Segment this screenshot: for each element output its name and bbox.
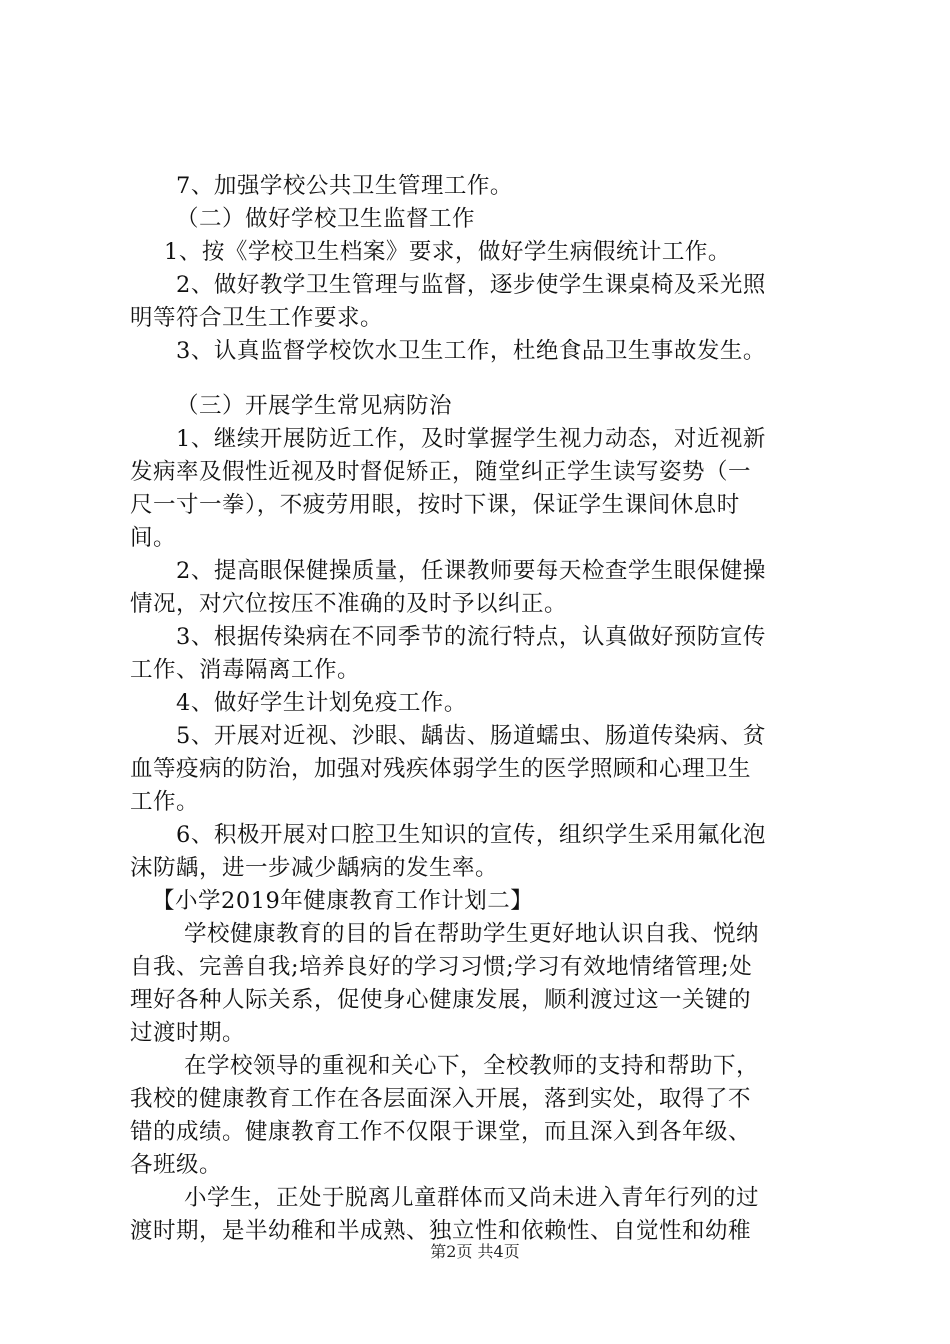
paragraph-line: 我校的健康教育工作在各层面深入开展，落到实处，取得了不 [130,1086,752,1112]
paragraph-line: 3、根据传染病在不同季节的流行特点，认真做好预防宣传 [176,624,766,650]
paragraph-line: 自我、完善自我;培养良好的学习习惯;学习有效地情绪管理;处 [130,954,753,980]
section-heading: 【小学2019年健康教育工作计划二】 [152,888,534,914]
paragraph-line: 7、加强学校公共卫生管理工作。 [176,173,513,199]
paragraph-line: 学校健康教育的目的旨在帮助学生更好地认识自我、悦纳 [184,921,760,947]
paragraph-line: 错的成绩。健康教育工作不仅限于课堂，而且深入到各年级、 [130,1119,752,1145]
paragraph-line: 血等疫病的防治，加强对残疾体弱学生的医学照顾和心理卫生 [130,756,752,782]
paragraph-line: 工作、消毒隔离工作。 [130,657,361,683]
paragraph-line: 1、按《学校卫生档案》要求，做好学生病假统计工作。 [164,239,731,265]
paragraph-line: 2、提高眼保健操质量，任课教师要每天检查学生眼保健操 [176,558,766,584]
paragraph-line: 发病率及假性近视及时督促矫正，随堂纠正学生读写姿势（一 [130,459,752,485]
paragraph-line: 各班级。 [130,1152,223,1178]
paragraph-line: 1、继续开展防近工作，及时掌握学生视力动态，对近视新 [176,426,766,452]
paragraph-spacer [130,368,830,390]
section-heading: （三）开展学生常见病防治 [176,393,453,419]
paragraph-line: 小学生，正处于脱离儿童群体而又尚未进入青年行列的过 [184,1185,760,1211]
page-number-footer: 第2页 共4页 [430,1242,520,1261]
paragraph-line: 工作。 [130,789,200,815]
paragraph-line: 3、认真监督学校饮水卫生工作，杜绝食品卫生事故发生。 [176,338,766,364]
document-body [130,170,830,1248]
paragraph-line: 4、做好学生计划免疫工作。 [176,690,467,716]
paragraph-line: 理好各种人际关系，促使身心健康发展，顺利渡过这一关键的 [130,987,752,1013]
paragraph-line: 间。 [130,525,177,551]
paragraph-line: 过渡时期。 [130,1020,246,1046]
paragraph-line: 明等符合卫生工作要求。 [130,305,384,331]
paragraph-line: 在学校领导的重视和关心下，全校教师的支持和帮助下， [184,1053,760,1079]
paragraph-line: 5、开展对近视、沙眼、龋齿、肠道蠕虫、肠道传染病、贫 [176,723,766,749]
paragraph-line: 尺一寸一拳），不疲劳用眼，按时下课，保证学生课间休息时 [130,492,740,518]
section-heading: （二）做好学校卫生监督工作 [176,206,476,232]
paragraph-line: 2、做好教学卫生管理与监督，逐步使学生课桌椅及采光照 [176,272,766,298]
paragraph-line: 沫防龋，进一步减少龋病的发生率。 [130,855,499,881]
paragraph-line: 渡时期，是半幼稚和半成熟、独立性和依赖性、自觉性和幼稚 [130,1218,752,1244]
paragraph-line: 6、积极开展对口腔卫生知识的宣传，组织学生采用氟化泡 [176,822,766,848]
paragraph-line: 情况，对穴位按压不准确的及时予以纠正。 [130,591,568,617]
